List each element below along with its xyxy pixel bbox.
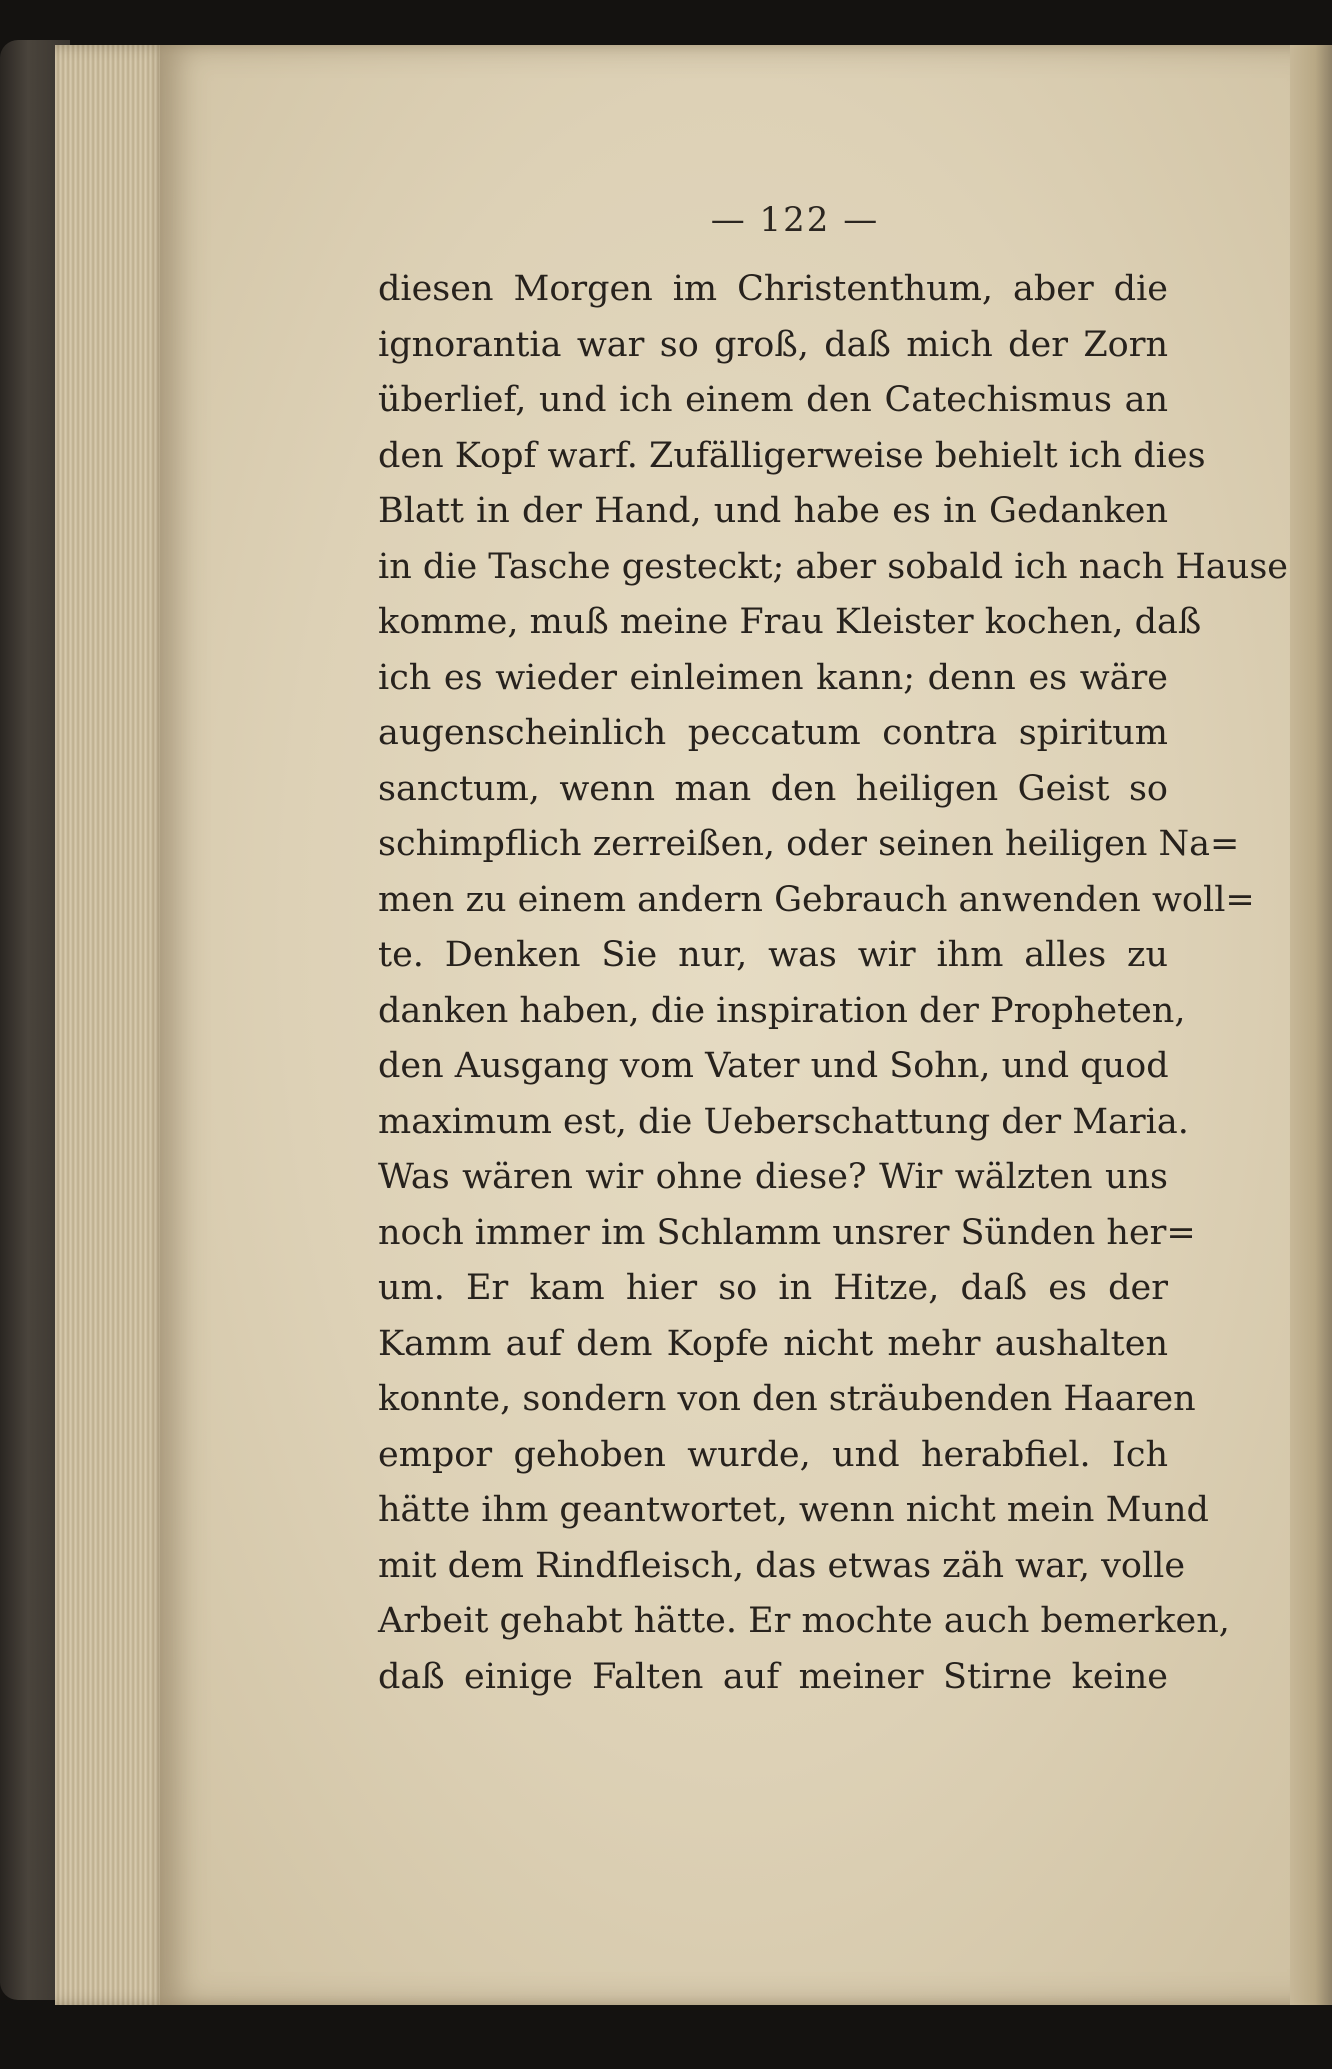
text-line: Was wären wir ohne diese? Wir wälzten uns (378, 1157, 1168, 1197)
text-line: in die Tasche gesteckt; aber sobald ich nach Hause (378, 546, 1288, 587)
page-number: — 122 — (710, 200, 880, 240)
text-line: danken haben, die inspiration der Propheten, (378, 990, 1186, 1031)
text-line: komme, muß meine Frau Kleister kochen, daß (378, 602, 1202, 642)
text-line: noch immer im Schlamm unsrer Sünden her= (378, 1212, 1196, 1253)
text-line: schimpflich zerreißen, oder seinen heiligen Na= (378, 824, 1240, 864)
text-line: Arbeit gehabt hätte. Er mochte auch bemerken, (378, 1601, 1230, 1641)
text-line: maximum est, die Ueberschattung der Maria. (378, 1101, 1189, 1142)
text-line: te. Denken Sie nur, was wir ihm alles zu (378, 935, 1168, 975)
text-line: den Kopf warf. Zufälligerweise behielt ich dies (378, 435, 1206, 476)
text-line: mit dem Rindfleisch, das etwas zäh war, volle (378, 1545, 1186, 1586)
facing-page-edge (1290, 45, 1332, 2005)
text-line: überlief, und ich einem den Catechismus an (378, 380, 1168, 420)
text-line: men zu einem andern Gebrauch anwenden woll= (378, 879, 1255, 920)
text-line: ignorantia war so groß, daß mich der Zorn (378, 324, 1168, 365)
text-line: empor gehoben wurde, und herabfiel. Ich (378, 1434, 1168, 1475)
text-line: hätte ihm geantwortet, wenn nicht mein Mund (378, 1490, 1209, 1530)
page-stack-edges (55, 45, 170, 2005)
text-line: Blatt in der Hand, und habe es in Gedanken (378, 491, 1168, 531)
text-line: Kamm auf dem Kopfe nicht mehr aushalten (378, 1323, 1168, 1364)
text-line: diesen Morgen im Christenthum, aber die (378, 269, 1168, 309)
text-line: sanctum, wenn man den heiligen Geist so (378, 768, 1168, 809)
text-line: konnte, sondern von den sträubenden Haaren (378, 1379, 1196, 1419)
text-line: um. Er kam hier so in Hitze, daß es der (378, 1268, 1168, 1308)
text-line: augenscheinlich peccatum contra spiritum (378, 713, 1168, 753)
text-line: ich es wieder einleimen kann; denn es wäre (378, 657, 1168, 698)
text-line: den Ausgang vom Vater und Sohn, und quod (378, 1046, 1169, 1086)
text-line: daß einige Falten auf meiner Stirne keine (378, 1656, 1168, 1697)
body-text (378, 262, 1288, 1705)
